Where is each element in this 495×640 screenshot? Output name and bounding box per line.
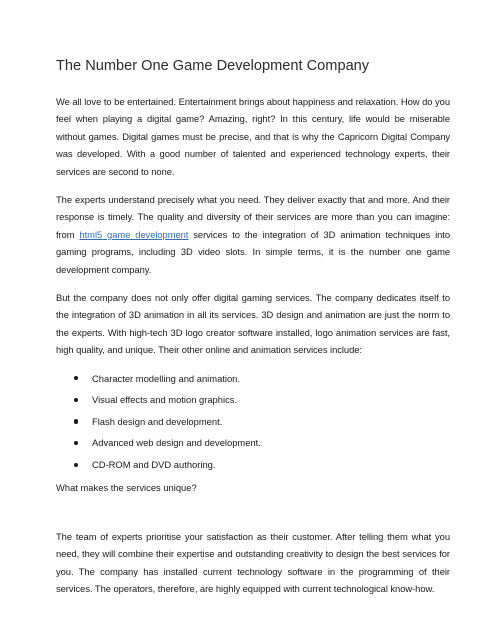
list-item bbox=[74, 434, 450, 451]
bullet-icon bbox=[74, 419, 78, 423]
paragraph-experts-text-after: services to the integration of 3D animation techniques into gaming programs, including 3D video slots. In simple terms, it is the number one game development company. bbox=[56, 228, 451, 275]
bullet-icon bbox=[74, 376, 78, 380]
html5-game-development-link[interactable]: html5 game development bbox=[79, 228, 189, 240]
bullet-icon bbox=[74, 398, 78, 402]
document-title: The Number One Game Development Company bbox=[56, 58, 370, 74]
list-item bbox=[74, 391, 450, 408]
list-item-text: Flash design and development. bbox=[92, 415, 223, 427]
section-question: What makes the services unique? bbox=[56, 482, 197, 494]
paragraph-final: The team of experts prioritise your satisfaction as their customer. After telling them what you need, they will combine their expertise and outstanding creativity to design the best services for you. The company has installed current technology software in the programming of their services. The operators, therefore, are highly equipped with current technological know-how. bbox=[56, 530, 450, 595]
paragraph-experts bbox=[56, 191, 450, 278]
bullet-icon bbox=[74, 441, 78, 445]
list-item-text: Character modelling and animation. bbox=[92, 372, 240, 384]
list-item bbox=[74, 456, 450, 473]
paragraph-experts-text-before: The experts understand precisely what you need. They deliver exactly that and more. And their response is timely. The quality and diversity of their services are more than you can imagine: from bbox=[56, 194, 450, 240]
list-item bbox=[74, 370, 450, 387]
paragraph-services: But the company does not only offer digital gaming services. The company dedicates itself to the integration of 3D animation in all its services. 3D design and animation are just the norm to the experts. With high-tech 3D logo creator software installed, logo animation services are fast, high quality, and unique. Their other online and animation services include: bbox=[56, 292, 450, 356]
list-item-text: Advanced web design and development. bbox=[92, 437, 261, 449]
list-item-text: Visual effects and motion graphics. bbox=[92, 394, 238, 406]
list-item bbox=[74, 413, 450, 430]
paragraph-intro: We all love to be entertained. Entertainment brings about happiness and relaxation. How do you feel when playing a digital game? Amazing, right? In this century, life would be miserable without games. Digital games must be precise, and that is why the Capricorn Digital Company was developed. With a good number of talented and experienced technology experts, their services are second to none. bbox=[56, 96, 450, 177]
list-item-text: CD-ROM and DVD authoring. bbox=[92, 459, 216, 471]
services-bullet-list bbox=[56, 370, 450, 474]
bullet-icon bbox=[74, 463, 78, 467]
